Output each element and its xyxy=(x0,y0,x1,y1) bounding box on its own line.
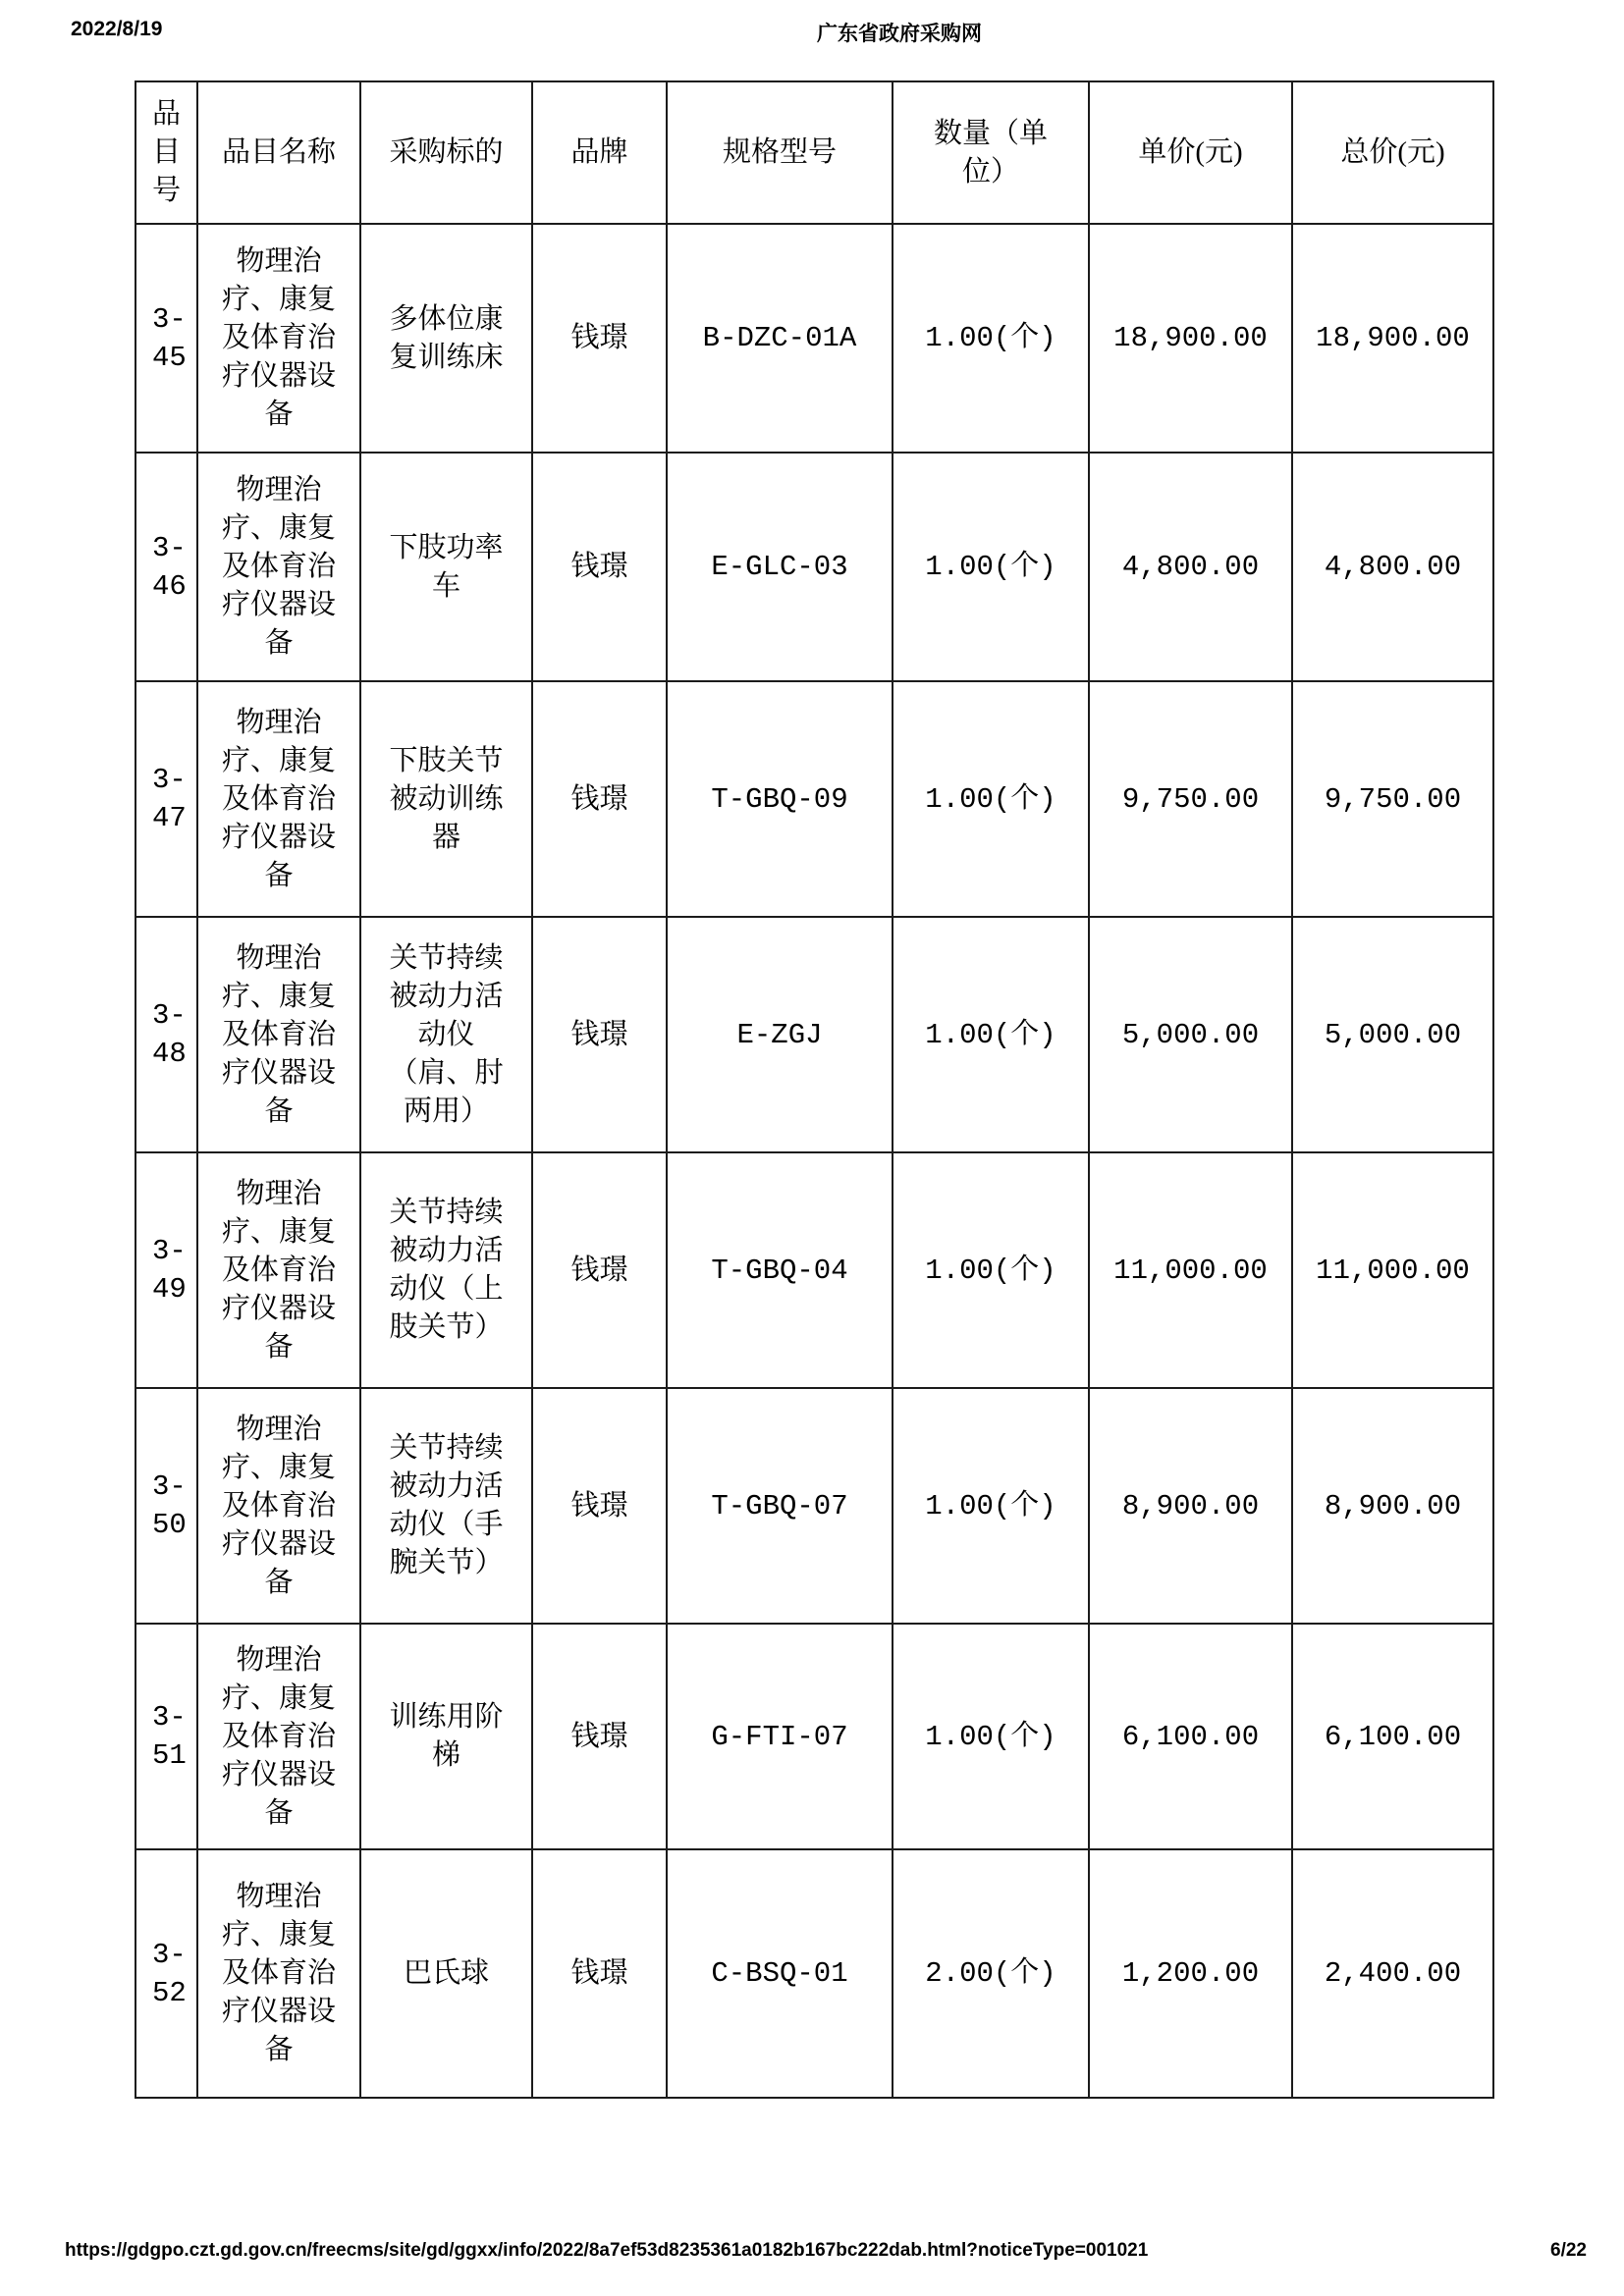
item-name-cell: 物理治疗、康复及体育治疗仪器设备 xyxy=(197,224,360,453)
target-cell: 关节持续被动力活动仪（手腕关节） xyxy=(360,1388,532,1624)
table-header-row xyxy=(135,81,1493,224)
item-no-cell: 3-50 xyxy=(135,1388,197,1624)
model-cell: B-DZC-01A xyxy=(667,224,893,453)
col-header-item-name: 品目名称 xyxy=(197,81,360,224)
item-no-cell: 3-51 xyxy=(135,1624,197,1849)
footer-url: https://gdgpo.czt.gd.gov.cn/freecms/site/gd/ggxx/info/2022/8a7ef53d8235361a0182b167bc222dab.html?noticeType=001021 xyxy=(65,2240,1149,2261)
total-price-cell: 2,400.00 xyxy=(1292,1849,1493,2098)
total-price-cell: 4,800.00 xyxy=(1292,453,1493,681)
quantity-cell: 1.00(个) xyxy=(893,917,1089,1152)
model-cell: T-GBQ-04 xyxy=(667,1152,893,1388)
target-cell: 关节持续被动力活动仪（上肢关节） xyxy=(360,1152,532,1388)
unit-price-cell: 18,900.00 xyxy=(1089,224,1292,453)
table-row xyxy=(135,917,1493,1152)
page-number: 6/22 xyxy=(1550,2240,1587,2261)
table-body xyxy=(135,224,1493,2098)
item-name-cell: 物理治疗、康复及体育治疗仪器设备 xyxy=(197,1152,360,1388)
col-header-item-no: 品目号 xyxy=(135,81,197,224)
unit-price-cell: 6,100.00 xyxy=(1089,1624,1292,1849)
col-header-brand: 品牌 xyxy=(532,81,667,224)
target-cell: 多体位康复训练床 xyxy=(360,224,532,453)
model-cell: T-GBQ-07 xyxy=(667,1388,893,1624)
item-no-cell: 3-52 xyxy=(135,1849,197,2098)
brand-cell: 钱璟 xyxy=(532,224,667,453)
target-cell: 下肢关节被动训练器 xyxy=(360,681,532,917)
total-price-cell: 9,750.00 xyxy=(1292,681,1493,917)
item-no-cell: 3-49 xyxy=(135,1152,197,1388)
total-price-cell: 11,000.00 xyxy=(1292,1152,1493,1388)
target-cell: 下肢功率车 xyxy=(360,453,532,681)
item-no-cell: 3-45 xyxy=(135,224,197,453)
brand-cell: 钱璟 xyxy=(532,453,667,681)
unit-price-cell: 9,750.00 xyxy=(1089,681,1292,917)
item-name-cell: 物理治疗、康复及体育治疗仪器设备 xyxy=(197,1624,360,1849)
table-row xyxy=(135,1152,1493,1388)
brand-cell: 钱璟 xyxy=(532,1152,667,1388)
model-cell: C-BSQ-01 xyxy=(667,1849,893,2098)
col-header-unit-price: 单价(元) xyxy=(1089,81,1292,224)
total-price-cell: 6,100.00 xyxy=(1292,1624,1493,1849)
model-cell: T-GBQ-09 xyxy=(667,681,893,917)
model-cell: E-GLC-03 xyxy=(667,453,893,681)
unit-price-cell: 1,200.00 xyxy=(1089,1849,1292,2098)
quantity-cell: 1.00(个) xyxy=(893,224,1089,453)
brand-cell: 钱璟 xyxy=(532,1849,667,2098)
target-cell: 巴氏球 xyxy=(360,1849,532,2098)
table-row xyxy=(135,453,1493,681)
print-date: 2022/8/19 xyxy=(71,18,163,40)
total-price-cell: 5,000.00 xyxy=(1292,917,1493,1152)
target-cell: 训练用阶梯 xyxy=(360,1624,532,1849)
col-header-total-price: 总价(元) xyxy=(1292,81,1493,224)
site-title: 广东省政府采购网 xyxy=(817,23,982,45)
unit-price-cell: 8,900.00 xyxy=(1089,1388,1292,1624)
quantity-cell: 1.00(个) xyxy=(893,681,1089,917)
item-name-cell: 物理治疗、康复及体育治疗仪器设备 xyxy=(197,453,360,681)
col-header-model: 规格型号 xyxy=(667,81,893,224)
item-name-cell: 物理治疗、康复及体育治疗仪器设备 xyxy=(197,917,360,1152)
table-row xyxy=(135,1849,1493,2098)
item-name-cell: 物理治疗、康复及体育治疗仪器设备 xyxy=(197,1388,360,1624)
total-price-cell: 18,900.00 xyxy=(1292,224,1493,453)
table-row xyxy=(135,1388,1493,1624)
total-price-cell: 8,900.00 xyxy=(1292,1388,1493,1624)
item-name-cell: 物理治疗、康复及体育治疗仪器设备 xyxy=(197,681,360,917)
item-no-cell: 3-46 xyxy=(135,453,197,681)
table-row xyxy=(135,1624,1493,1849)
brand-cell: 钱璟 xyxy=(532,917,667,1152)
col-header-quantity: 数量（单位） xyxy=(893,81,1089,224)
unit-price-cell: 4,800.00 xyxy=(1089,453,1292,681)
col-header-target: 采购标的 xyxy=(360,81,532,224)
unit-price-cell: 5,000.00 xyxy=(1089,917,1292,1152)
quantity-cell: 1.00(个) xyxy=(893,1152,1089,1388)
quantity-cell: 1.00(个) xyxy=(893,1388,1089,1624)
quantity-cell: 1.00(个) xyxy=(893,453,1089,681)
brand-cell: 钱璟 xyxy=(532,1388,667,1624)
table-row xyxy=(135,224,1493,453)
item-no-cell: 3-47 xyxy=(135,681,197,917)
brand-cell: 钱璟 xyxy=(532,1624,667,1849)
table-row xyxy=(135,681,1493,917)
item-no-cell: 3-48 xyxy=(135,917,197,1152)
unit-price-cell: 11,000.00 xyxy=(1089,1152,1292,1388)
procurement-items-table xyxy=(135,80,1494,2099)
model-cell: G-FTI-07 xyxy=(667,1624,893,1849)
quantity-cell: 2.00(个) xyxy=(893,1849,1089,2098)
item-name-cell: 物理治疗、康复及体育治疗仪器设备 xyxy=(197,1849,360,2098)
target-cell: 关节持续被动力活动仪（肩、肘两用） xyxy=(360,917,532,1152)
brand-cell: 钱璟 xyxy=(532,681,667,917)
model-cell: E-ZGJ xyxy=(667,917,893,1152)
quantity-cell: 1.00(个) xyxy=(893,1624,1089,1849)
